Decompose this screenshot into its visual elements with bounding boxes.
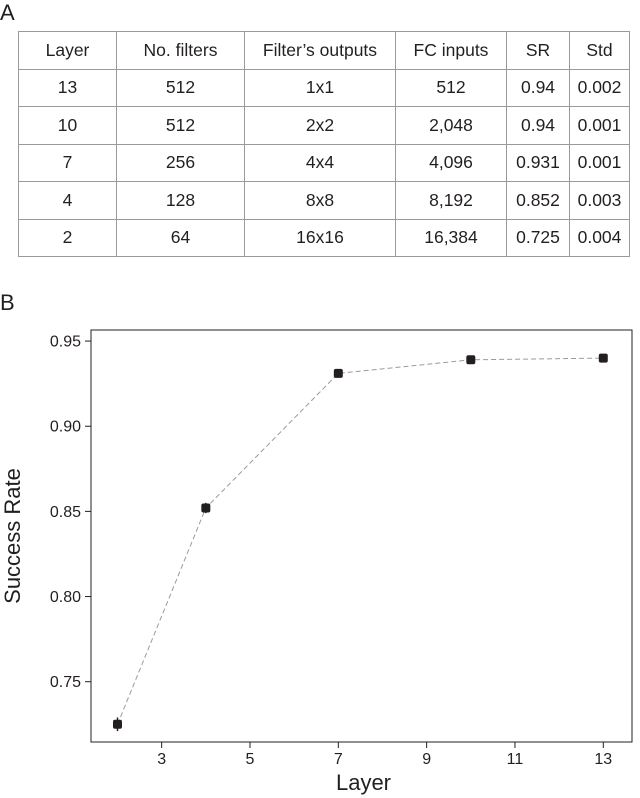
results-table [18, 31, 630, 257]
cell-layer: 7 [19, 144, 117, 182]
header-layer: Layer [19, 32, 117, 70]
x-tick-label: 13 [594, 751, 613, 768]
header-sr: SR [507, 32, 570, 70]
cell-fc-inputs: 2,048 [396, 107, 507, 145]
cell-std: 0.002 [570, 69, 630, 107]
table-row [19, 107, 630, 145]
cell-sr: 0.725 [507, 219, 570, 257]
cell-fc-inputs: 512 [396, 69, 507, 107]
cell-no-filters: 512 [117, 107, 245, 145]
header-no-filters: No. filters [117, 32, 245, 70]
cell-filter-outputs: 4x4 [245, 144, 396, 182]
table-row [19, 219, 630, 257]
y-axis-title: Success Rate [0, 468, 25, 604]
table-row [19, 69, 630, 107]
table-row [19, 144, 630, 182]
x-axis [157, 742, 612, 768]
data-point [466, 355, 475, 364]
table-row [19, 182, 630, 220]
table-header-row [19, 32, 630, 70]
cell-layer: 13 [19, 69, 117, 107]
x-tick-label: 3 [157, 751, 167, 768]
data-point [113, 720, 122, 729]
y-tick-label: 0.80 [49, 589, 81, 607]
header-fc-inputs: FC inputs [396, 32, 507, 70]
cell-std: 0.001 [570, 107, 630, 145]
cell-layer: 4 [19, 182, 117, 220]
cell-filter-outputs: 8x8 [245, 182, 396, 220]
data-point [201, 503, 210, 512]
cell-filter-outputs: 16x16 [245, 219, 396, 257]
cell-fc-inputs: 4,096 [396, 144, 507, 182]
x-tick-label: 7 [333, 751, 343, 768]
header-filter-outputs: Filter’s outputs [245, 32, 396, 70]
cell-std: 0.001 [570, 144, 630, 182]
y-tick-label: 0.85 [49, 503, 81, 521]
panel-b-label: B [0, 290, 15, 315]
y-tick-label: 0.75 [49, 674, 81, 692]
cell-filter-outputs: 1x1 [245, 69, 396, 107]
cell-std: 0.003 [570, 182, 630, 220]
cell-sr: 0.931 [507, 144, 570, 182]
cell-filter-outputs: 2x2 [245, 107, 396, 145]
data-points [113, 354, 608, 731]
y-tick-label: 0.90 [49, 418, 81, 436]
cell-sr: 0.94 [507, 107, 570, 145]
x-tick-label: 11 [506, 751, 524, 768]
cell-no-filters: 512 [117, 69, 245, 107]
y-axis [50, 334, 91, 692]
x-axis-title: Layer [335, 770, 392, 795]
cell-no-filters: 64 [117, 219, 245, 257]
cell-fc-inputs: 16,384 [396, 219, 507, 257]
cell-fc-inputs: 8,192 [396, 182, 507, 220]
cell-sr: 0.852 [507, 182, 570, 220]
plot-area-frame [91, 330, 632, 742]
data-point [599, 354, 608, 363]
cell-layer: 10 [19, 107, 117, 145]
success-rate-chart [0, 318, 640, 798]
panel-a-label: A [0, 0, 15, 25]
cell-std: 0.004 [570, 219, 630, 257]
y-tick-label: 0.95 [49, 333, 81, 351]
series-line [118, 358, 604, 724]
header-std: Std [570, 32, 630, 70]
x-tick-label: 9 [422, 751, 432, 768]
cell-no-filters: 256 [117, 144, 245, 182]
cell-no-filters: 128 [117, 182, 245, 220]
cell-layer: 2 [19, 219, 117, 257]
cell-sr: 0.94 [507, 69, 570, 107]
x-tick-label: 5 [245, 751, 255, 768]
data-point [334, 369, 343, 378]
